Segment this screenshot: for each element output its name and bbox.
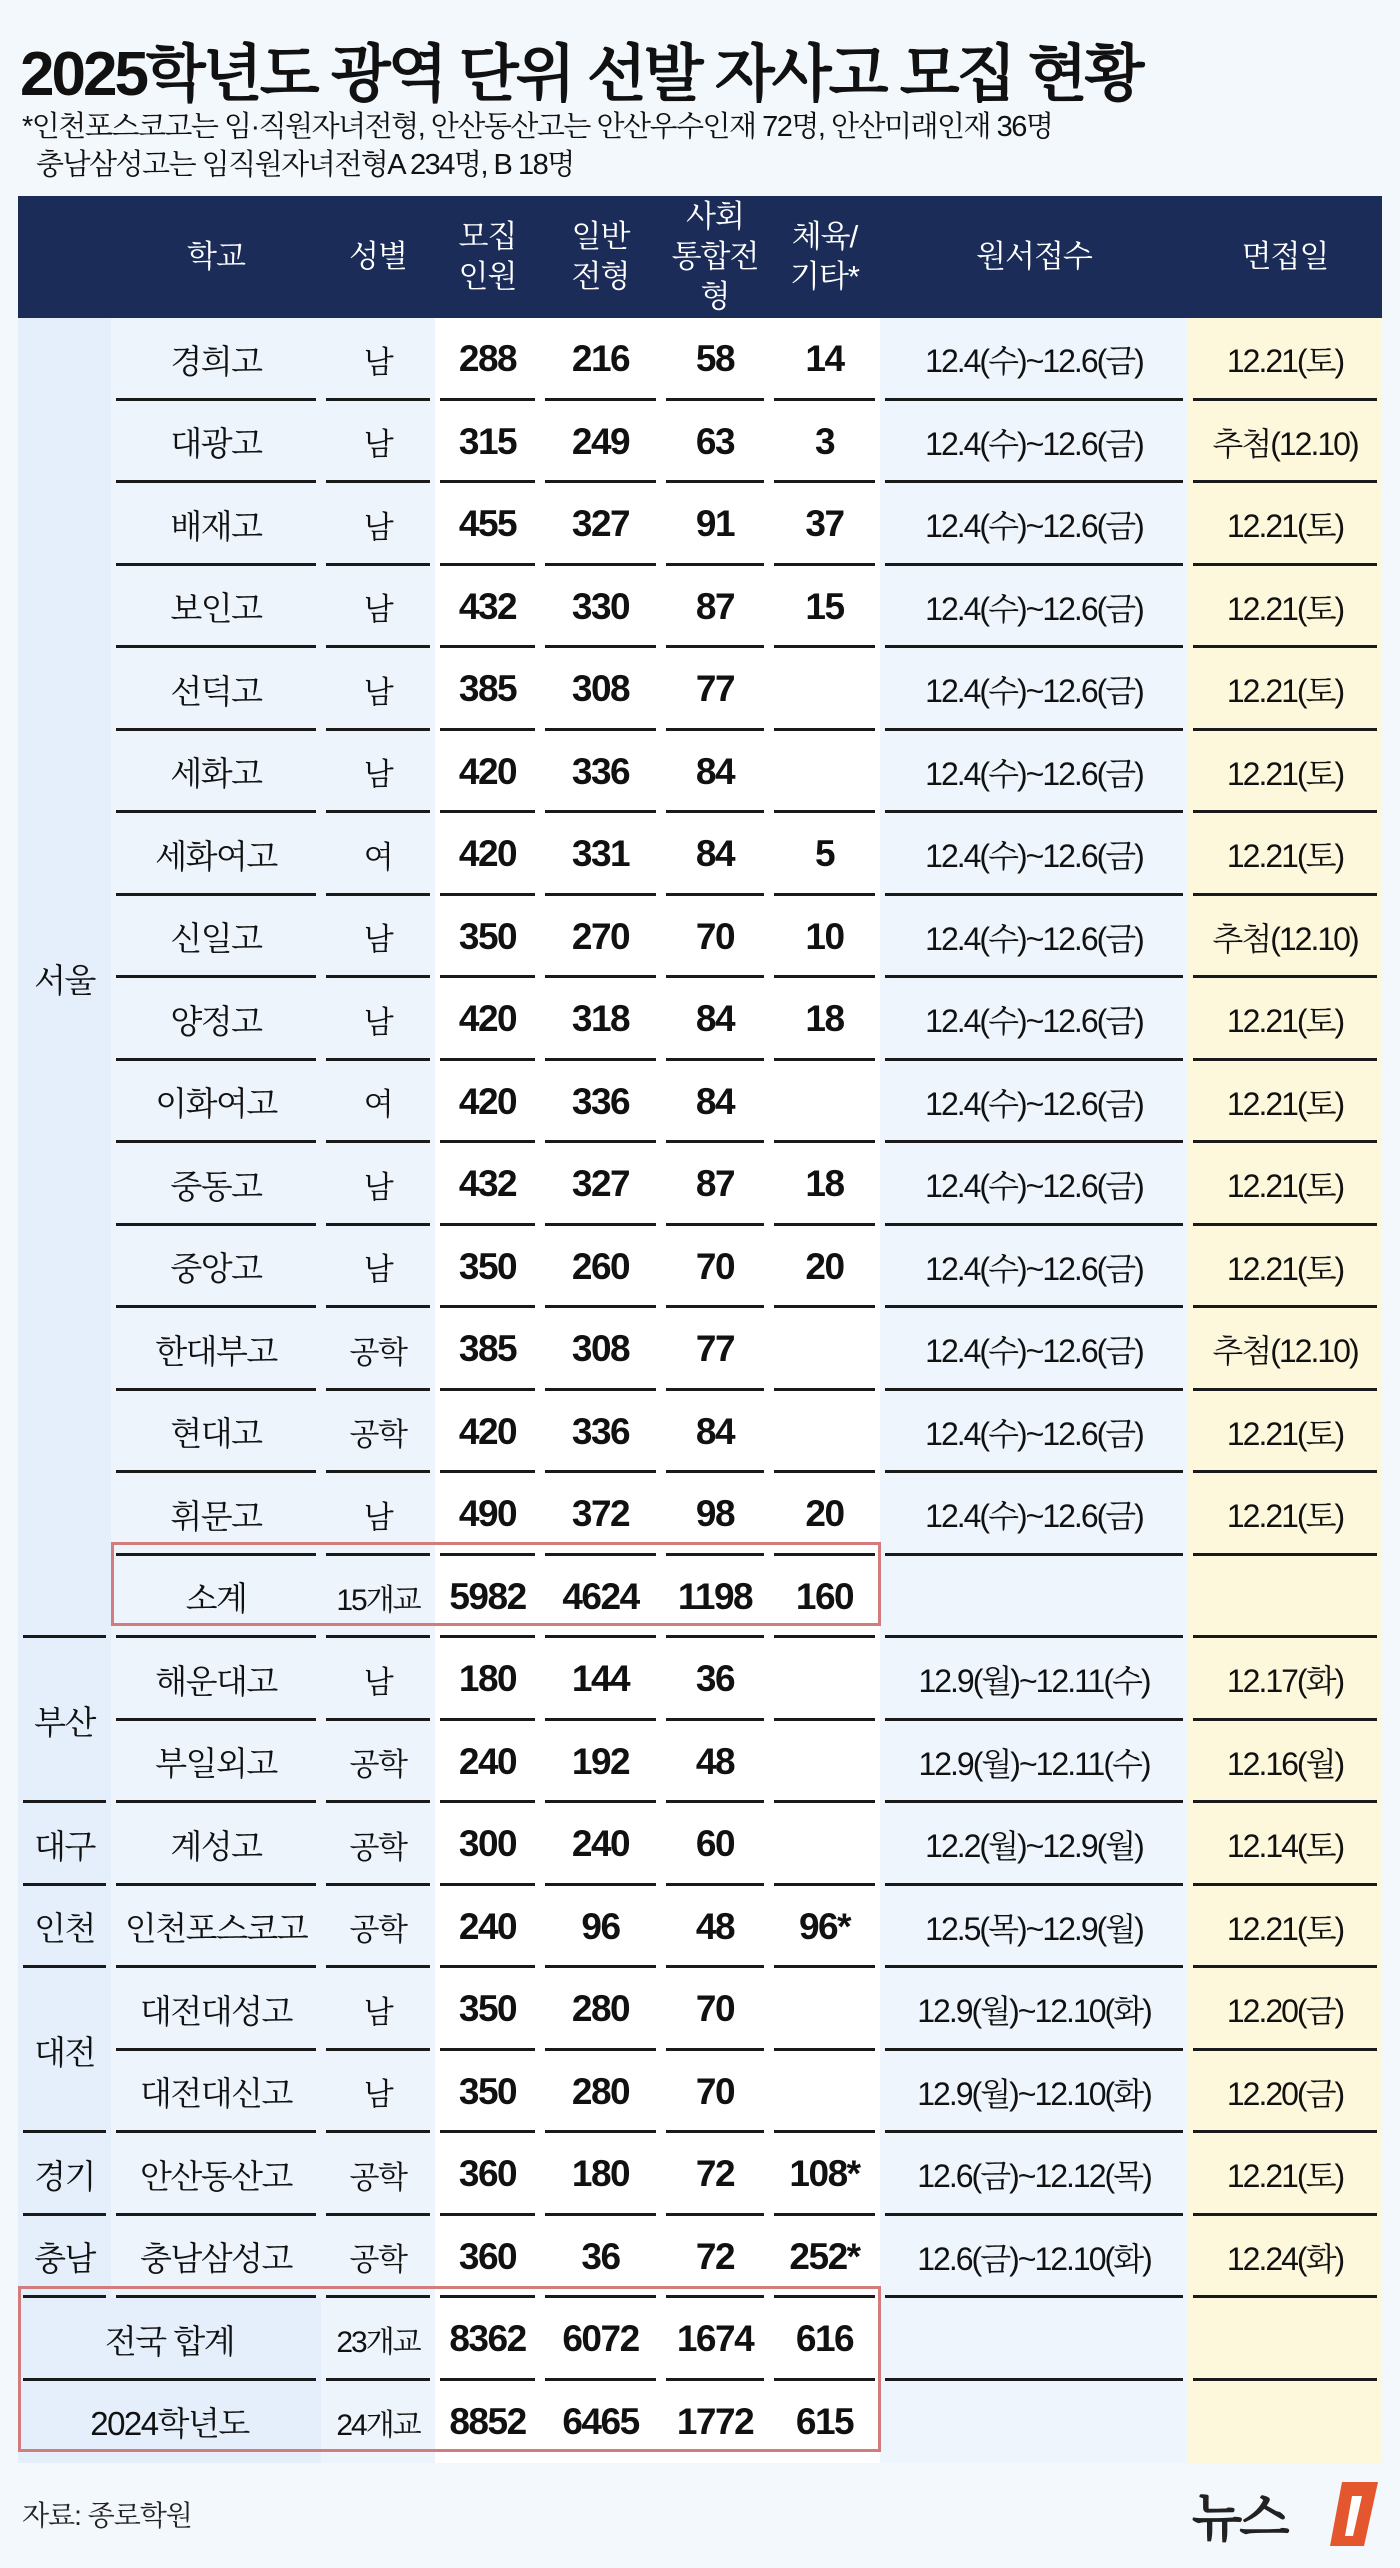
total-cell: 350 (435, 896, 540, 979)
application-cell: 12.4(수)~12.6(금) (880, 1473, 1188, 1556)
school-cell: 대전대성고 (111, 1968, 321, 2051)
total-gender-cell: 24개교 (321, 2381, 435, 2464)
interview-cell: 12.21(토) (1188, 2133, 1382, 2216)
gender-cell: 남 (321, 731, 435, 814)
total-interview-cell (1188, 2381, 1382, 2464)
school-cell: 중동고 (111, 1143, 321, 1226)
interview-cell: 12.21(토) (1188, 1143, 1382, 1226)
gender-cell: 남 (321, 1143, 435, 1226)
other-cell: 96* (769, 1886, 880, 1969)
social-cell: 84 (661, 731, 769, 814)
general-cell: 280 (540, 1968, 661, 2051)
table-row (18, 648, 1382, 731)
total-general-cell: 6465 (540, 2381, 661, 2464)
total-cell: 420 (435, 813, 540, 896)
table-row (18, 1721, 1382, 1804)
school-cell: 해운대고 (111, 1638, 321, 1721)
total-other-cell: 615 (769, 2381, 880, 2464)
table-row (18, 1226, 1382, 1309)
social-cell: 70 (661, 1968, 769, 2051)
interview-cell: 12.21(토) (1188, 648, 1382, 731)
gender-cell: 남 (321, 318, 435, 401)
social-cell: 70 (661, 2051, 769, 2134)
table-row (18, 813, 1382, 896)
general-cell: 308 (540, 648, 661, 731)
other-cell (769, 1968, 880, 2051)
gender-cell: 공학 (321, 2133, 435, 2216)
social-cell: 91 (661, 483, 769, 566)
social-cell: 87 (661, 566, 769, 649)
other-cell (769, 2051, 880, 2134)
header-gender: 성별 (321, 196, 435, 318)
social-cell: 70 (661, 896, 769, 979)
header-interview: 면접일 (1188, 196, 1382, 318)
news1-logo (1192, 2476, 1384, 2548)
total-cell: 360 (435, 2133, 540, 2216)
table-row (18, 2133, 1382, 2216)
total-row (18, 2381, 1382, 2464)
table-row (18, 1886, 1382, 1969)
general-cell: 327 (540, 1143, 661, 1226)
total-social-cell: 1674 (661, 2298, 769, 2381)
header-general-line1: 일반 (571, 219, 630, 254)
other-cell (769, 731, 880, 814)
gender-cell: 여 (321, 813, 435, 896)
total-row (18, 2298, 1382, 2381)
application-cell: 12.4(수)~12.6(금) (880, 401, 1188, 484)
application-cell: 12.4(수)~12.6(금) (880, 978, 1188, 1061)
table-row (18, 1308, 1382, 1391)
header-region (18, 196, 111, 318)
general-cell: 330 (540, 566, 661, 649)
application-cell: 12.4(수)~12.6(금) (880, 566, 1188, 649)
header-other-line1: 체육/ (791, 219, 858, 254)
total-gender-cell: 23개교 (321, 2298, 435, 2381)
table-row (18, 1143, 1382, 1226)
svg-text:뉴스: 뉴스 (1192, 2490, 1287, 2548)
other-cell (769, 1061, 880, 1144)
interview-cell: 12.20(금) (1188, 1968, 1382, 2051)
school-cell: 대전대신고 (111, 2051, 321, 2134)
interview-cell: 추첨(12.10) (1188, 1308, 1382, 1391)
general-cell: 280 (540, 2051, 661, 2134)
school-cell: 선덕고 (111, 648, 321, 731)
application-cell: 12.9(월)~12.10(화) (880, 2051, 1188, 2134)
gender-cell: 여 (321, 1061, 435, 1144)
interview-cell: 12.21(토) (1188, 978, 1382, 1061)
general-cell: 96 (540, 1886, 661, 1969)
social-cell: 60 (661, 1803, 769, 1886)
total-cell: 240 (435, 1886, 540, 1969)
region-cell: 부산 (18, 1638, 111, 1803)
social-cell: 48 (661, 1721, 769, 1804)
total-interview-cell (1188, 2298, 1382, 2381)
subtotal-other-cell: 160 (769, 1556, 880, 1639)
gender-cell: 공학 (321, 1391, 435, 1474)
total-cell: 315 (435, 401, 540, 484)
interview-cell: 추첨(12.10) (1188, 401, 1382, 484)
social-cell: 63 (661, 401, 769, 484)
application-cell: 12.6(금)~12.12(목) (880, 2133, 1188, 2216)
school-cell: 세화고 (111, 731, 321, 814)
table-row (18, 1803, 1382, 1886)
footnote-line-2: 충남삼성고는 임직원자녀전형A 234명, B 18명 (36, 149, 574, 181)
general-cell: 318 (540, 978, 661, 1061)
other-cell: 20 (769, 1226, 880, 1309)
table-row (18, 401, 1382, 484)
interview-cell: 12.14(토) (1188, 1803, 1382, 1886)
general-cell: 192 (540, 1721, 661, 1804)
school-cell: 보인고 (111, 566, 321, 649)
application-cell: 12.4(수)~12.6(금) (880, 1226, 1188, 1309)
table-row (18, 1968, 1382, 2051)
total-cell: 350 (435, 1226, 540, 1309)
other-cell: 3 (769, 401, 880, 484)
total-cell: 240 (435, 1721, 540, 1804)
social-cell: 98 (661, 1473, 769, 1556)
header-total-line2: 인원 (458, 259, 517, 294)
social-cell: 58 (661, 318, 769, 401)
table-row (18, 2216, 1382, 2299)
total-cell: 300 (435, 1803, 540, 1886)
header-other-line2: 기타* (790, 259, 859, 294)
general-cell: 308 (540, 1308, 661, 1391)
other-cell (769, 648, 880, 731)
table-row (18, 978, 1382, 1061)
interview-cell: 12.21(토) (1188, 318, 1382, 401)
total-social-cell: 1772 (661, 2381, 769, 2464)
general-cell: 36 (540, 2216, 661, 2299)
total-cell: 420 (435, 978, 540, 1061)
table-row (18, 1638, 1382, 1721)
table-row (18, 1061, 1382, 1144)
application-cell: 12.4(수)~12.6(금) (880, 1308, 1188, 1391)
social-cell: 72 (661, 2133, 769, 2216)
other-cell: 37 (769, 483, 880, 566)
total-cell: 360 (435, 2216, 540, 2299)
general-cell: 260 (540, 1226, 661, 1309)
other-cell (769, 1308, 880, 1391)
other-cell: 5 (769, 813, 880, 896)
application-cell: 12.5(목)~12.9(월) (880, 1886, 1188, 1969)
interview-cell: 12.21(토) (1188, 1226, 1382, 1309)
gender-cell: 남 (321, 1968, 435, 2051)
general-cell: 249 (540, 401, 661, 484)
total-total-cell: 8362 (435, 2298, 540, 2381)
gender-cell: 남 (321, 483, 435, 566)
school-cell: 한대부고 (111, 1308, 321, 1391)
general-cell: 216 (540, 318, 661, 401)
application-cell: 12.4(수)~12.6(금) (880, 731, 1188, 814)
application-cell: 12.4(수)~12.6(금) (880, 1061, 1188, 1144)
total-cell: 490 (435, 1473, 540, 1556)
school-cell: 인천포스코고 (111, 1886, 321, 1969)
table-row (18, 2051, 1382, 2134)
total-cell: 432 (435, 566, 540, 649)
application-cell: 12.6(금)~12.10(화) (880, 2216, 1188, 2299)
total-other-cell: 616 (769, 2298, 880, 2381)
total-application-cell (880, 2298, 1188, 2381)
header-social (661, 196, 769, 318)
gender-cell: 남 (321, 401, 435, 484)
school-cell: 대광고 (111, 401, 321, 484)
interview-cell: 12.21(토) (1188, 1061, 1382, 1144)
other-cell: 108* (769, 2133, 880, 2216)
school-cell: 현대고 (111, 1391, 321, 1474)
header-social-line2: 통합전형 (671, 239, 759, 314)
school-cell: 양정고 (111, 978, 321, 1061)
total-cell: 420 (435, 1391, 540, 1474)
general-cell: 144 (540, 1638, 661, 1721)
region-cell: 서울 (18, 318, 111, 1638)
general-cell: 336 (540, 1391, 661, 1474)
gender-cell: 남 (321, 1473, 435, 1556)
table-row (18, 566, 1382, 649)
subtotal-general-cell: 4624 (540, 1556, 661, 1639)
admissions-table (18, 196, 1382, 2463)
region-cell: 인천 (18, 1886, 111, 1969)
interview-cell: 12.24(화) (1188, 2216, 1382, 2299)
general-cell: 336 (540, 731, 661, 814)
subtotal-row (18, 1556, 1382, 1639)
total-cell: 385 (435, 648, 540, 731)
school-cell: 부일외고 (111, 1721, 321, 1804)
header-school: 학교 (111, 196, 321, 318)
gender-cell: 공학 (321, 1886, 435, 1969)
general-cell: 327 (540, 483, 661, 566)
application-cell: 12.4(수)~12.6(금) (880, 896, 1188, 979)
other-cell: 14 (769, 318, 880, 401)
subtotal-gender-cell: 15개교 (321, 1556, 435, 1639)
interview-cell: 12.21(토) (1188, 731, 1382, 814)
other-cell: 18 (769, 1143, 880, 1226)
subtotal-total-cell: 5982 (435, 1556, 540, 1639)
interview-cell: 12.21(토) (1188, 813, 1382, 896)
interview-cell: 추첨(12.10) (1188, 896, 1382, 979)
school-cell: 배재고 (111, 483, 321, 566)
school-cell: 안산동산고 (111, 2133, 321, 2216)
table-header-row (18, 196, 1382, 318)
application-cell: 12.2(월)~12.9(월) (880, 1803, 1188, 1886)
gender-cell: 공학 (321, 1803, 435, 1886)
subtotal-school-cell: 소계 (111, 1556, 321, 1639)
table-row (18, 1473, 1382, 1556)
total-cell: 420 (435, 1061, 540, 1144)
application-cell: 12.9(월)~12.11(수) (880, 1721, 1188, 1804)
table-row (18, 483, 1382, 566)
total-cell: 385 (435, 1308, 540, 1391)
gender-cell: 공학 (321, 1308, 435, 1391)
header-social-line1: 사회 (686, 199, 744, 234)
interview-cell: 12.21(토) (1188, 1391, 1382, 1474)
social-cell: 77 (661, 648, 769, 731)
social-cell: 70 (661, 1226, 769, 1309)
subtotal-interview-cell (1188, 1556, 1382, 1639)
gender-cell: 남 (321, 1226, 435, 1309)
other-cell (769, 1638, 880, 1721)
general-cell: 270 (540, 896, 661, 979)
other-cell (769, 1803, 880, 1886)
total-general-cell: 6072 (540, 2298, 661, 2381)
header-general-line2: 전형 (571, 259, 630, 294)
table-row (18, 896, 1382, 979)
header-general (540, 196, 661, 318)
school-cell: 휘문고 (111, 1473, 321, 1556)
social-cell: 48 (661, 1886, 769, 1969)
school-cell: 충남삼성고 (111, 2216, 321, 2299)
interview-cell: 12.16(월) (1188, 1721, 1382, 1804)
application-cell: 12.4(수)~12.6(금) (880, 318, 1188, 401)
region-cell: 충남 (18, 2216, 111, 2299)
other-cell: 252* (769, 2216, 880, 2299)
header-total (435, 196, 540, 318)
header-application: 원서접수 (880, 196, 1188, 318)
other-cell: 20 (769, 1473, 880, 1556)
social-cell: 84 (661, 1391, 769, 1474)
school-cell: 이화여고 (111, 1061, 321, 1144)
other-cell: 18 (769, 978, 880, 1061)
general-cell: 180 (540, 2133, 661, 2216)
table-row (18, 731, 1382, 814)
total-cell: 288 (435, 318, 540, 401)
other-cell: 15 (769, 566, 880, 649)
header-total-line1: 모집 (458, 219, 517, 254)
other-cell: 10 (769, 896, 880, 979)
header-other (769, 196, 880, 318)
interview-cell: 12.21(토) (1188, 483, 1382, 566)
general-cell: 372 (540, 1473, 661, 1556)
total-cell: 350 (435, 2051, 540, 2134)
school-cell: 신일고 (111, 896, 321, 979)
social-cell: 77 (661, 1308, 769, 1391)
interview-cell: 12.20(금) (1188, 2051, 1382, 2134)
application-cell: 12.9(월)~12.10(화) (880, 1968, 1188, 2051)
gender-cell: 공학 (321, 2216, 435, 2299)
general-cell: 336 (540, 1061, 661, 1144)
other-cell (769, 1721, 880, 1804)
interview-cell: 12.21(토) (1188, 566, 1382, 649)
footnote-line-1: *인천포스코고는 임·직원자녀전형, 안산동산고는 안산우수인재 72명, 안산미래인재 36명 (22, 111, 1053, 143)
total-total-cell: 8852 (435, 2381, 540, 2464)
source-credit: 자료: 종로학원 (22, 2500, 192, 2531)
total-cell: 432 (435, 1143, 540, 1226)
application-cell: 12.4(수)~12.6(금) (880, 1143, 1188, 1226)
school-cell: 중앙고 (111, 1226, 321, 1309)
general-cell: 240 (540, 1803, 661, 1886)
total-cell: 180 (435, 1638, 540, 1721)
subtotal-social-cell: 1198 (661, 1556, 769, 1639)
total-application-cell (880, 2381, 1188, 2464)
social-cell: 84 (661, 813, 769, 896)
social-cell: 84 (661, 978, 769, 1061)
application-cell: 12.4(수)~12.6(금) (880, 1391, 1188, 1474)
total-cell: 420 (435, 731, 540, 814)
table-row (18, 1391, 1382, 1474)
region-cell: 대전 (18, 1968, 111, 2133)
total-cell: 455 (435, 483, 540, 566)
total-school-cell: 전국 합계 (18, 2298, 321, 2381)
total-cell: 350 (435, 1968, 540, 2051)
interview-cell: 12.21(토) (1188, 1886, 1382, 1969)
application-cell: 12.4(수)~12.6(금) (880, 648, 1188, 731)
gender-cell: 남 (321, 2051, 435, 2134)
gender-cell: 남 (321, 896, 435, 979)
region-cell: 대구 (18, 1803, 111, 1886)
gender-cell: 남 (321, 1638, 435, 1721)
social-cell: 72 (661, 2216, 769, 2299)
application-cell: 12.9(월)~12.11(수) (880, 1638, 1188, 1721)
school-cell: 계성고 (111, 1803, 321, 1886)
total-school-cell: 2024학년도 (18, 2381, 321, 2464)
other-cell (769, 1391, 880, 1474)
social-cell: 87 (661, 1143, 769, 1226)
application-cell: 12.4(수)~12.6(금) (880, 483, 1188, 566)
subtotal-application-cell (880, 1556, 1188, 1639)
gender-cell: 공학 (321, 1721, 435, 1804)
school-cell: 세화여고 (111, 813, 321, 896)
social-cell: 84 (661, 1061, 769, 1144)
gender-cell: 남 (321, 978, 435, 1061)
school-cell: 경희고 (111, 318, 321, 401)
gender-cell: 남 (321, 566, 435, 649)
general-cell: 331 (540, 813, 661, 896)
social-cell: 36 (661, 1638, 769, 1721)
region-cell: 경기 (18, 2133, 111, 2216)
gender-cell: 남 (321, 648, 435, 731)
page-title: 2025학년도 광역 단위 선발 자사고 모집 현황 (20, 40, 1142, 109)
application-cell: 12.4(수)~12.6(금) (880, 813, 1188, 896)
table-row (18, 318, 1382, 401)
interview-cell: 12.21(토) (1188, 1473, 1382, 1556)
interview-cell: 12.17(화) (1188, 1638, 1382, 1721)
